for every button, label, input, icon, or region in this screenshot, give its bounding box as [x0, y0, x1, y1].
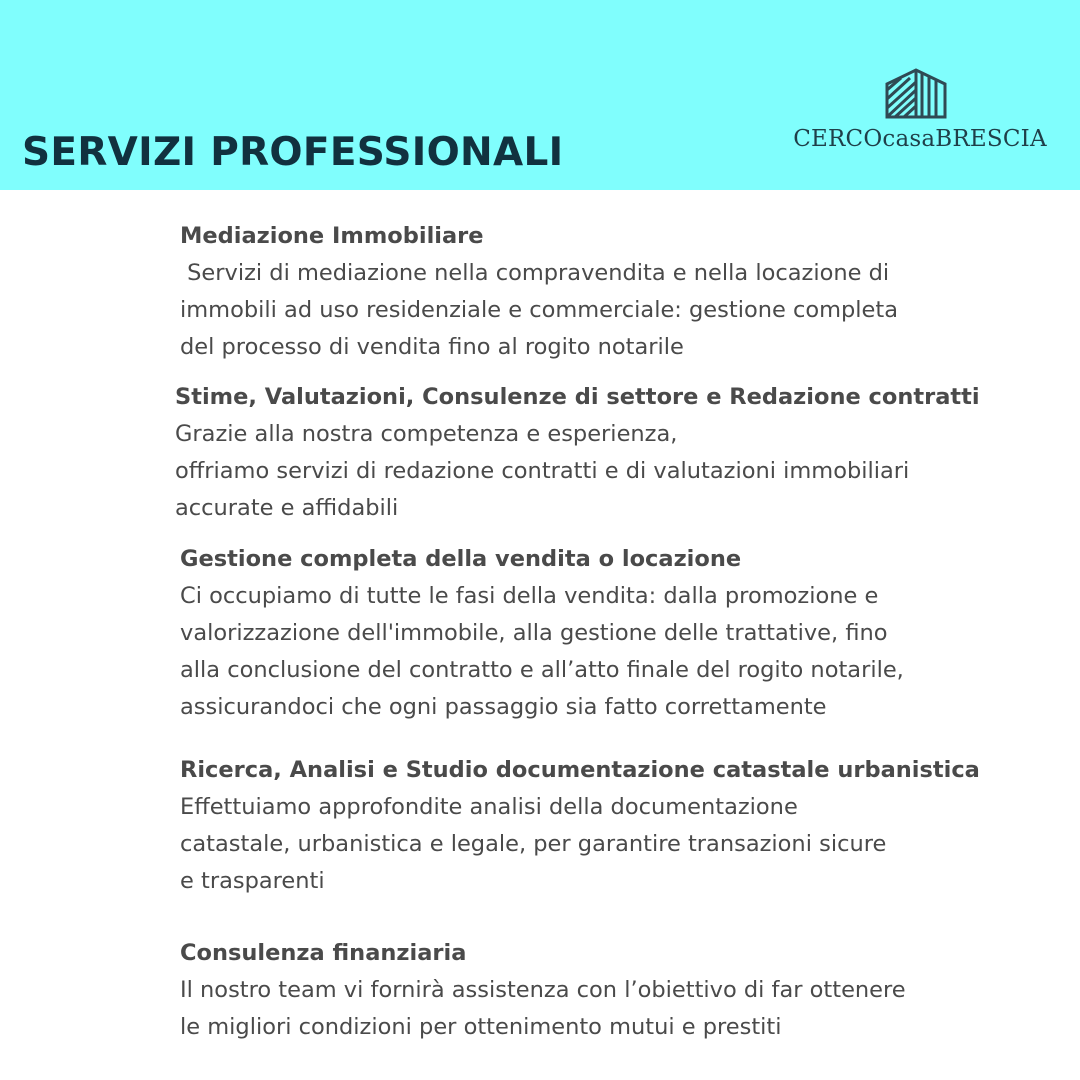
service-description-line: le migliori condizioni per ottenimento mutui e prestiti: [180, 1014, 782, 1040]
service-description-line: Ci occupiamo di tutte le fasi della vendita: dalla promozione e: [180, 583, 879, 609]
service-title: Mediazione Immobiliare: [180, 223, 484, 249]
service-description: [180, 255, 898, 366]
building-icon: [884, 66, 948, 120]
service-description-line: assicurandoci che ogni passaggio sia fatto correttamente: [180, 694, 827, 720]
service-description-line: accurate e affidabili: [175, 495, 399, 521]
service-description-line: Il nostro team vi fornirà assistenza con l’obiettivo di far ottenere: [180, 977, 906, 1003]
service-description-line: Effettuiamo approfondite analisi della documentazione: [180, 794, 798, 820]
service-ricerca-analisi: [180, 752, 980, 900]
service-title: Consulenza finanziaria: [180, 940, 467, 966]
service-title: Gestione completa della vendita o locazione: [180, 546, 742, 572]
service-description: [180, 789, 980, 900]
service-description-line: del processo di vendita fino al rogito notarile: [180, 334, 684, 360]
service-description-line: catastale, urbanistica e legale, per garantire transazioni sicure: [180, 831, 887, 857]
service-stime-valutazioni: [175, 379, 980, 527]
service-description-line: Grazie alla nostra competenza e esperienza,: [175, 421, 678, 447]
service-description-line: offriamo servizi di redazione contratti e di valutazioni immobiliari: [175, 458, 910, 484]
service-gestione-vendita: [180, 541, 904, 726]
service-description: [180, 578, 904, 726]
logo-text: CERCOcasaBRESCIA: [793, 126, 1047, 152]
service-mediazione: [180, 218, 898, 366]
logo: [770, 64, 1070, 164]
service-description: [175, 416, 980, 527]
service-description-line: valorizzazione dell'immobile, alla gestione delle trattative, fino: [180, 620, 888, 646]
header-banner: [0, 0, 1080, 190]
service-description-line: Servizi di mediazione nella compravendita e nella locazione di: [180, 260, 890, 286]
service-description: [180, 972, 906, 1046]
service-description-line: e trasparenti: [180, 868, 325, 894]
service-description-line: alla conclusione del contratto e all’atto finale del rogito notarile,: [180, 657, 904, 683]
service-description-line: immobili ad uso residenziale e commerciale: gestione completa: [180, 297, 899, 323]
service-title: Stime, Valutazioni, Consulenze di settore e Redazione contratti: [175, 384, 980, 410]
service-title: Ricerca, Analisi e Studio documentazione catastale urbanistica: [180, 757, 980, 783]
service-consulenza-finanziaria: [180, 935, 906, 1046]
page-title: SERVIZI PROFESSIONALI: [22, 130, 564, 175]
